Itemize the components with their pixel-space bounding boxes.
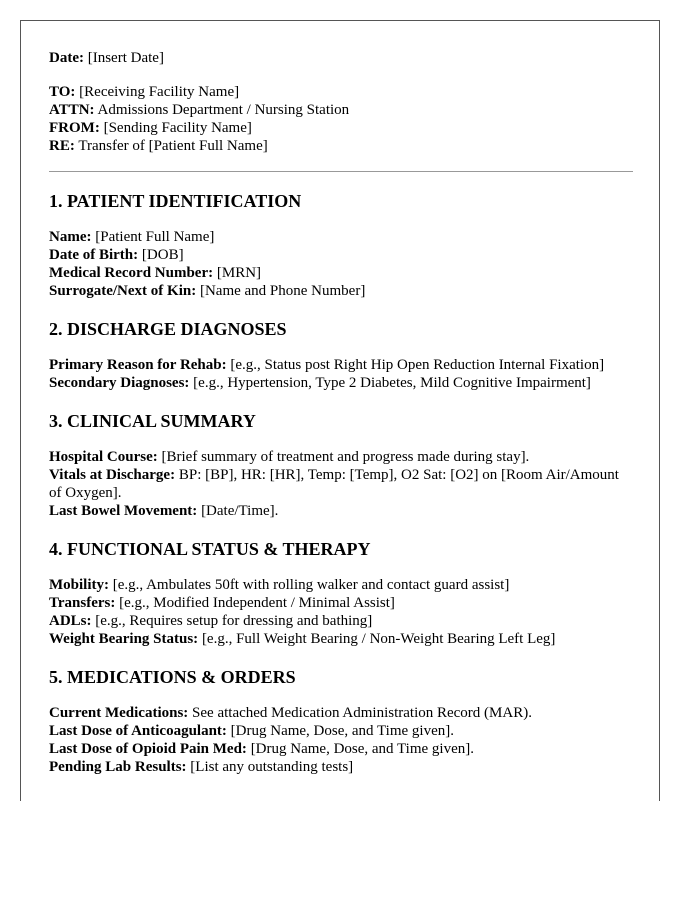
field-row (49, 228, 633, 246)
re-line (49, 137, 633, 155)
field-row (49, 594, 633, 612)
field-label: Last Bowel Movement: (49, 503, 198, 519)
field-value: [List any outstanding tests] (190, 759, 354, 775)
field-label: Last Dose of Anticoagulant: (49, 723, 227, 739)
field-value: [Date/Time]. (201, 503, 279, 519)
field-value: [Drug Name, Dose, and Time given]. (230, 723, 454, 739)
from-label: FROM: (49, 120, 100, 136)
to-value: [Receiving Facility Name] (79, 84, 240, 100)
section-heading: 4. FUNCTIONAL STATUS & THERAPY (49, 539, 371, 559)
field-value: [DOB] (141, 247, 184, 263)
field-label: Weight Bearing Status: (49, 631, 199, 647)
section-medications-orders (49, 666, 633, 776)
field-value: [e.g., Modified Independent / Minimal Assist] (119, 595, 395, 611)
field-label: Pending Lab Results: (49, 759, 187, 775)
section-body (49, 356, 633, 392)
field-value: [Drug Name, Dose, and Time given]. (250, 741, 474, 757)
field-label: Secondary Diagnoses: (49, 375, 190, 391)
field-label: Name: (49, 229, 92, 245)
field-label: Medical Record Number: (49, 265, 214, 281)
field-value: [Name and Phone Number] (199, 283, 366, 299)
field-label: Last Dose of Opioid Pain Med: (49, 741, 247, 757)
field-value: [e.g., Hypertension, Type 2 Diabetes, Mild Cognitive Impairment] (193, 375, 591, 391)
field-label: Vitals at Discharge: (49, 467, 176, 483)
field-label: ADLs: (49, 613, 92, 629)
document-content (49, 49, 633, 776)
re-label: RE: (49, 138, 75, 154)
section-heading: 3. CLINICAL SUMMARY (49, 411, 256, 431)
field-label: Primary Reason for Rehab: (49, 357, 227, 373)
field-value: BP: [BP], HR: [HR], Temp: [Temp], O2 Sat: [O2] on [Room Air/Amount of Oxygen]. (49, 467, 619, 501)
section-heading: 2. DISCHARGE DIAGNOSES (49, 319, 287, 339)
section-heading: 5. MEDICATIONS & ORDERS (49, 667, 296, 687)
field-value: [e.g., Ambulates 50ft with rolling walker and contact guard assist] (112, 577, 510, 593)
field-row (49, 448, 633, 466)
field-row (49, 722, 633, 740)
field-value: [e.g., Full Weight Bearing / Non-Weight Bearing Left Leg] (201, 631, 556, 647)
field-row (49, 282, 633, 300)
from-value: [Sending Facility Name] (103, 120, 252, 136)
field-row (49, 576, 633, 594)
to-line (49, 83, 633, 101)
section-functional-status (49, 538, 633, 648)
document-page (20, 20, 660, 801)
date-label: Date: (49, 50, 84, 66)
re-value: Transfer of [Patient Full Name] (78, 138, 268, 154)
section-body (49, 704, 633, 776)
section-body (49, 448, 633, 520)
attn-value: Admissions Department / Nursing Station (97, 102, 350, 118)
field-row (49, 246, 633, 264)
section-discharge-diagnoses (49, 318, 633, 392)
field-row (49, 758, 633, 776)
from-line (49, 119, 633, 137)
date-line (49, 49, 633, 67)
attn-label: ATTN: (49, 102, 95, 118)
section-patient-identification (49, 190, 633, 300)
date-value: [Insert Date] (87, 50, 164, 66)
field-row (49, 630, 633, 648)
field-value: [Patient Full Name] (95, 229, 215, 245)
field-row (49, 704, 633, 722)
attn-line (49, 101, 633, 119)
field-label: Current Medications: (49, 705, 189, 721)
field-value: See attached Medication Administration Record (MAR). (192, 705, 532, 721)
field-value: [Brief summary of treatment and progress made during stay]. (161, 449, 530, 465)
field-label: Transfers: (49, 595, 116, 611)
section-clinical-summary (49, 410, 633, 520)
field-row (49, 612, 633, 630)
field-row (49, 502, 633, 520)
section-heading: 1. PATIENT IDENTIFICATION (49, 191, 302, 211)
section-body (49, 576, 633, 648)
field-label: Date of Birth: (49, 247, 139, 263)
field-row (49, 374, 633, 392)
to-label: TO: (49, 84, 76, 100)
field-row (49, 356, 633, 374)
field-value: [e.g., Status post Right Hip Open Reduction Internal Fixation] (230, 357, 605, 373)
header-divider (49, 171, 633, 172)
field-label: Hospital Course: (49, 449, 158, 465)
field-label: Mobility: (49, 577, 109, 593)
field-row (49, 466, 633, 502)
field-value: [MRN] (216, 265, 262, 281)
field-row (49, 740, 633, 758)
field-row (49, 264, 633, 282)
field-value: [e.g., Requires setup for dressing and bathing] (95, 613, 373, 629)
section-body (49, 228, 633, 300)
memo-header (49, 83, 633, 155)
field-label: Surrogate/Next of Kin: (49, 283, 197, 299)
